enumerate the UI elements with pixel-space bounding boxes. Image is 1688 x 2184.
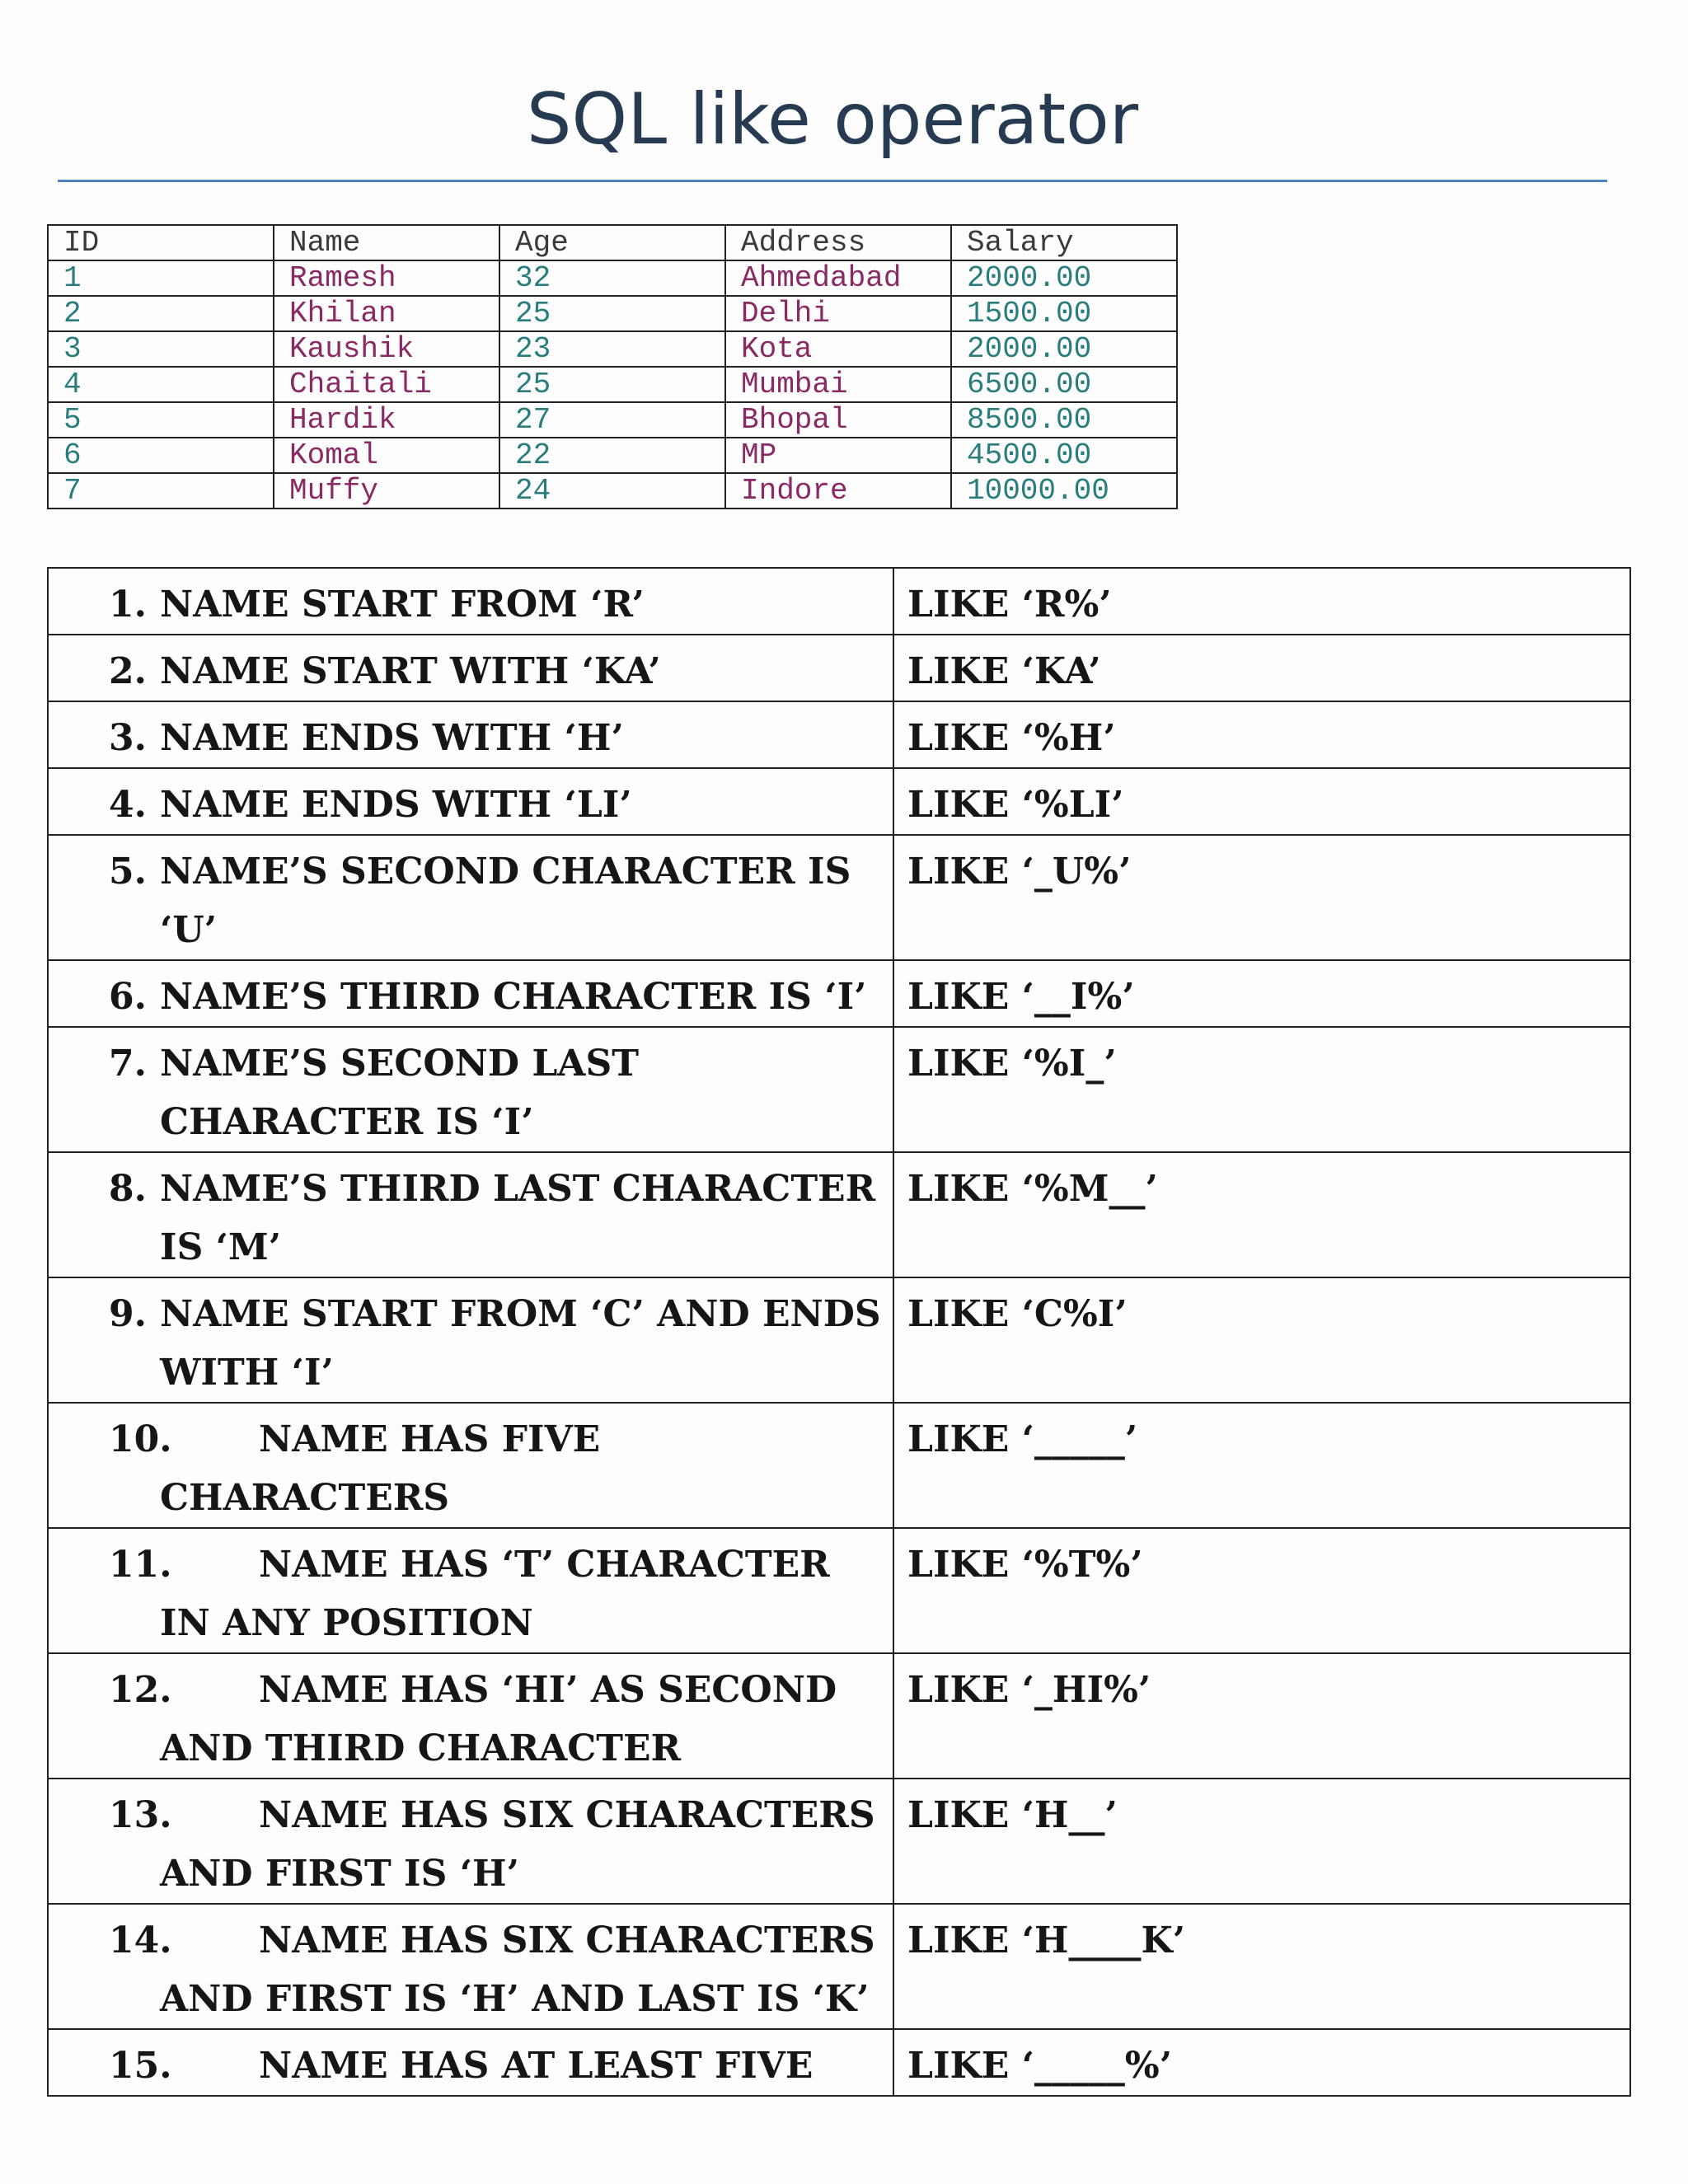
like-description-cell — [48, 1653, 893, 1779]
page-title: SQL like operator — [526, 78, 1139, 161]
like-description — [59, 776, 883, 834]
table-row — [48, 438, 1177, 473]
like-pattern: LIKE ‘_____%’ — [893, 2029, 1630, 2096]
item-number: 12. — [109, 1669, 172, 1711]
like-description-cell — [48, 1403, 893, 1528]
cell-salary: 4500.00 — [951, 438, 1177, 473]
header-id: ID — [48, 225, 274, 260]
like-pattern: LIKE ‘_HI%’ — [893, 1653, 1630, 1779]
like-pattern: LIKE ‘H____K’ — [893, 1904, 1630, 2029]
cell-age: 24 — [499, 473, 725, 509]
like-description — [59, 1160, 883, 1277]
like-description — [59, 1285, 883, 1402]
like-description — [59, 1661, 883, 1778]
like-description-cell — [48, 568, 893, 635]
like-example-row — [48, 1277, 1630, 1403]
cell-id: 7 — [48, 473, 274, 509]
like-pattern: LIKE ‘%LI’ — [893, 768, 1630, 835]
cell-id: 6 — [48, 438, 274, 473]
cell-address: Ahmedabad — [725, 260, 951, 296]
like-description-cell — [48, 1277, 893, 1403]
cell-address: Kota — [725, 331, 951, 367]
cell-id: 2 — [48, 296, 274, 331]
item-number: 14. — [109, 1919, 172, 1961]
like-pattern: LIKE ‘__I%’ — [893, 960, 1630, 1027]
cell-age: 22 — [499, 438, 725, 473]
cell-name: Komal — [274, 438, 499, 473]
like-description — [59, 842, 883, 959]
item-text: NAME START FROM ‘C’ AND ENDS WITH ‘I’ — [160, 1293, 881, 1394]
item-number: 10. — [109, 1418, 172, 1460]
like-description-cell — [48, 2029, 893, 2096]
cell-name: Kaushik — [274, 331, 499, 367]
like-example-row — [48, 2029, 1630, 2096]
like-description-cell — [48, 1779, 893, 1904]
cell-address: MP — [725, 438, 951, 473]
cell-id: 1 — [48, 260, 274, 296]
item-text: NAME ENDS WITH ‘LI’ — [160, 784, 632, 826]
table-row — [48, 296, 1177, 331]
like-pattern: LIKE ‘H__’ — [893, 1779, 1630, 1904]
item-number: 6. — [109, 976, 147, 1018]
cell-id: 4 — [48, 367, 274, 402]
item-number: 15. — [109, 2045, 172, 2087]
like-description-cell — [48, 835, 893, 960]
like-description — [59, 575, 883, 634]
item-text: NAME HAS SIX CHARACTERS AND FIRST IS ‘H’ — [160, 1794, 875, 1895]
item-number: 2. — [109, 650, 147, 692]
item-number: 7. — [109, 1043, 147, 1085]
like-example-row — [48, 568, 1630, 635]
like-description — [59, 968, 883, 1026]
item-text: NAME’S SECOND CHARACTER IS ‘U’ — [160, 851, 851, 951]
cell-salary: 10000.00 — [951, 473, 1177, 509]
like-example-row — [48, 1528, 1630, 1653]
cell-age: 23 — [499, 331, 725, 367]
like-description-cell — [48, 1152, 893, 1277]
like-pattern: LIKE ‘C%I’ — [893, 1277, 1630, 1403]
cell-salary: 6500.00 — [951, 367, 1177, 402]
item-text: NAME’S THIRD CHARACTER IS ‘I’ — [160, 976, 867, 1018]
like-description-cell — [48, 1528, 893, 1653]
like-pattern: LIKE ‘R%’ — [893, 568, 1630, 635]
like-description — [59, 709, 883, 767]
header-name: Name — [274, 225, 499, 260]
item-text: NAME HAS ‘T’ CHARACTER IN ANY POSITION — [160, 1544, 830, 1644]
item-text: NAME HAS AT LEAST FIVE — [259, 2045, 814, 2087]
cell-address: Bhopal — [725, 402, 951, 438]
table-row — [48, 473, 1177, 509]
cell-age: 32 — [499, 260, 725, 296]
table-row — [48, 402, 1177, 438]
item-number: 5. — [109, 851, 147, 893]
employee-table — [47, 224, 1178, 509]
cell-name: Muffy — [274, 473, 499, 509]
cell-age: 27 — [499, 402, 725, 438]
table-row — [48, 367, 1177, 402]
like-description — [59, 1535, 883, 1652]
like-example-row — [48, 1027, 1630, 1152]
item-number: 1. — [109, 583, 147, 626]
like-description — [59, 1911, 883, 2028]
item-number: 13. — [109, 1794, 172, 1836]
item-number: 3. — [109, 717, 147, 759]
like-pattern: LIKE ‘%I_’ — [893, 1027, 1630, 1152]
cell-salary: 1500.00 — [951, 296, 1177, 331]
like-description-cell — [48, 635, 893, 701]
item-number: 8. — [109, 1168, 147, 1210]
like-description-cell — [48, 1027, 893, 1152]
like-pattern: LIKE ‘%M__’ — [893, 1152, 1630, 1277]
cell-salary: 2000.00 — [951, 260, 1177, 296]
like-description-cell — [48, 1904, 893, 2029]
table-row — [48, 260, 1177, 296]
cell-name: Ramesh — [274, 260, 499, 296]
cell-name: Chaitali — [274, 367, 499, 402]
like-example-row — [48, 960, 1630, 1027]
item-text: NAME START FROM ‘R’ — [160, 583, 645, 626]
like-description — [59, 2036, 883, 2095]
item-text: NAME ENDS WITH ‘H’ — [160, 717, 624, 759]
like-example-row — [48, 1904, 1630, 2029]
like-example-row — [48, 835, 1630, 960]
item-text: NAME’S THIRD LAST CHARACTER IS ‘M’ — [160, 1168, 876, 1268]
header-age: Age — [499, 225, 725, 260]
cell-salary: 8500.00 — [951, 402, 1177, 438]
cell-id: 5 — [48, 402, 274, 438]
like-pattern: LIKE ‘%T%’ — [893, 1528, 1630, 1653]
cell-age: 25 — [499, 296, 725, 331]
like-description — [59, 1410, 883, 1527]
like-example-row — [48, 768, 1630, 835]
like-example-row — [48, 1403, 1630, 1528]
item-text: NAME HAS SIX CHARACTERS AND FIRST IS ‘H’ AND LAST IS ‘K’ — [160, 1919, 875, 2020]
like-example-row — [48, 701, 1630, 768]
like-example-row — [48, 1779, 1630, 1904]
cell-salary: 2000.00 — [951, 331, 1177, 367]
item-number: 4. — [109, 784, 147, 826]
like-operator-table — [47, 567, 1631, 2097]
cell-id: 3 — [48, 331, 274, 367]
like-description — [59, 642, 883, 701]
header-salary: Salary — [951, 225, 1177, 260]
header-address: Address — [725, 225, 951, 260]
like-pattern: LIKE ‘KA’ — [893, 635, 1630, 701]
table-row — [48, 331, 1177, 367]
cell-name: Khilan — [274, 296, 499, 331]
like-pattern: LIKE ‘_____’ — [893, 1403, 1630, 1528]
cell-address: Indore — [725, 473, 951, 509]
item-text: NAME HAS FIVE CHARACTERS — [160, 1418, 601, 1519]
item-text: NAME START WITH ‘KA’ — [160, 650, 661, 692]
like-example-row — [48, 635, 1630, 701]
cell-name: Hardik — [274, 402, 499, 438]
like-example-row — [48, 1152, 1630, 1277]
like-description-cell — [48, 768, 893, 835]
item-number: 11. — [109, 1544, 172, 1586]
like-description-cell — [48, 701, 893, 768]
like-pattern: LIKE ‘_U%’ — [893, 835, 1630, 960]
cell-age: 25 — [499, 367, 725, 402]
like-description-cell — [48, 960, 893, 1027]
like-example-row — [48, 1653, 1630, 1779]
employee-table-header — [48, 225, 1177, 260]
item-text: NAME HAS ‘HI’ AS SECOND AND THIRD CHARACTER — [160, 1669, 837, 1769]
like-description — [59, 1786, 883, 1903]
like-description — [59, 1034, 883, 1151]
cell-address: Delhi — [725, 296, 951, 331]
title-divider — [58, 180, 1607, 182]
item-text: NAME’S SECOND LAST CHARACTER IS ‘I’ — [160, 1043, 639, 1143]
like-pattern: LIKE ‘%H’ — [893, 701, 1630, 768]
item-number: 9. — [109, 1293, 147, 1335]
cell-address: Mumbai — [725, 367, 951, 402]
